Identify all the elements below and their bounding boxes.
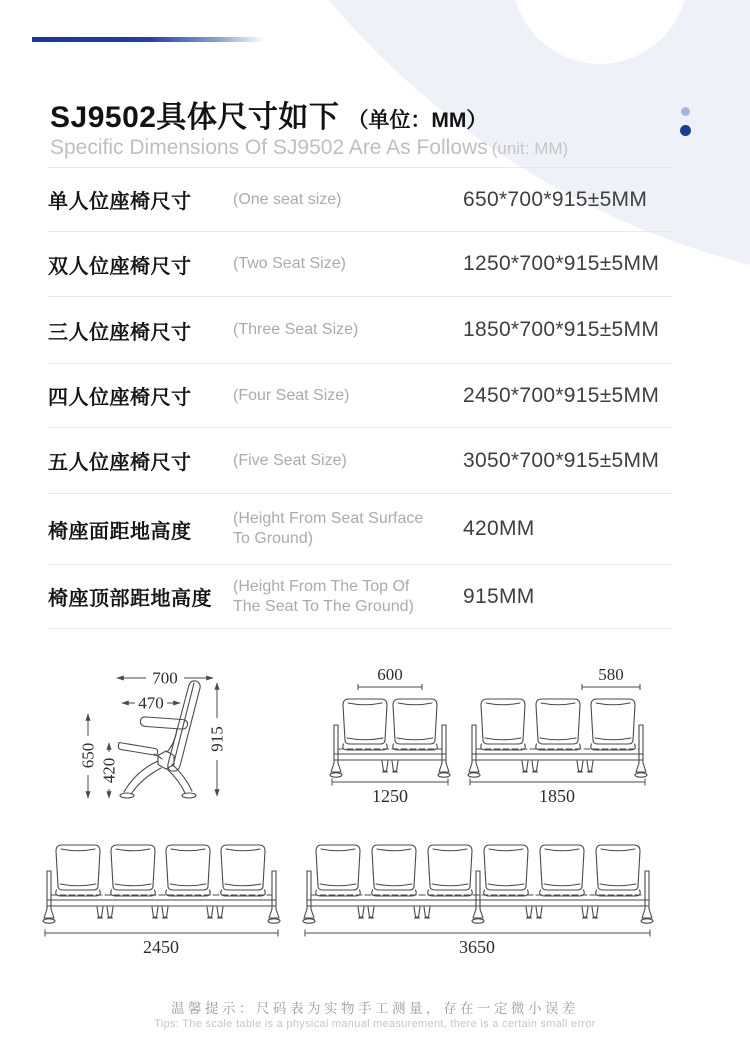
dim-back-height: 650 — [78, 742, 98, 769]
dim-bench6-total-width: 3650 — [459, 937, 495, 957]
dim-overall-depth: 700 — [152, 668, 178, 688]
bench-six-seat-drawing — [303, 845, 653, 923]
dim-overall-height: 915 — [207, 726, 227, 752]
row-value: 915MM — [463, 584, 535, 608]
title-unit-note: （单位：MM） — [347, 109, 488, 132]
row-value: 650*700*915±5MM — [463, 187, 648, 211]
spec-row-two-seat — [48, 232, 672, 297]
dim-bench4-total-width: 2450 — [143, 937, 179, 957]
spec-row-seat-height — [48, 494, 672, 565]
row-label-en: (Three Seat Size) — [233, 321, 359, 338]
row-label-en: (Height From Seat Surface To Ground) — [233, 510, 424, 547]
dim-seat-depth: 470 — [138, 693, 164, 713]
accent-gradient-bar — [32, 37, 265, 42]
dim-bench2-total-width: 1250 — [372, 786, 408, 806]
page-subtitle — [50, 136, 568, 160]
row-label-en: (Four Seat Size) — [233, 386, 350, 404]
row-value: 1850*700*915±5MM — [463, 318, 660, 341]
row-label-cn: 三人位座椅尺寸 — [48, 321, 192, 344]
bench-two-seat-drawing — [330, 699, 450, 777]
row-label-cn: 单人位座椅尺寸 — [48, 191, 192, 213]
row-label-en: (Height From The Top Of The Seat To The Ground) — [233, 577, 414, 615]
row-label-cn: 四人位座椅尺寸 — [48, 387, 192, 409]
spec-table — [48, 167, 672, 629]
decor-dot-dark — [680, 125, 691, 136]
side-view-dimensions — [79, 669, 227, 799]
footer-tip-en: Tips: The scale table is a physical manual measurement, there is a certain small error — [154, 1018, 596, 1030]
dim-seat-height: 420 — [99, 757, 119, 784]
row-label-en: (Two Seat Size) — [233, 255, 346, 272]
bench-three-seat-drawing — [468, 699, 647, 777]
row-value: 3050*700*915±5MM — [463, 448, 660, 472]
row-value: 420MM — [463, 517, 535, 540]
spec-row-one-seat — [48, 168, 672, 232]
spec-row-back-height — [48, 565, 672, 629]
row-label-cn: 五人位座椅尺寸 — [48, 452, 192, 474]
subtitle-unit-note: (unit: MM) — [491, 139, 569, 158]
spec-row-five-seat — [48, 428, 672, 494]
page-title: SJ9502具体尺寸如下 — [50, 101, 340, 134]
spec-row-four-seat — [48, 364, 672, 428]
spec-row-three-seat — [48, 297, 672, 364]
row-label-cn: 椅座面距地高度 — [48, 520, 192, 543]
dim-bench3-seat-width: 580 — [598, 665, 624, 684]
dim-bench2-seat-width: 600 — [377, 665, 403, 684]
subtitle-text: Specific Dimensions Of SJ9502 Are As Follows — [50, 136, 488, 159]
row-label-cn: 椅座顶部距地高度 — [48, 588, 212, 610]
bench-four-seat-drawing — [43, 845, 280, 923]
row-value: 1250*700*915±5MM — [463, 252, 660, 275]
row-label-en: (Five Seat Size) — [233, 451, 347, 469]
decor-dot-light — [681, 107, 690, 116]
dimension-diagrams — [0, 655, 750, 965]
row-value: 2450*700*915±5MM — [463, 383, 660, 407]
row-label-cn: 双人位座椅尺寸 — [48, 255, 192, 278]
row-label-en: (One seat size) — [233, 190, 342, 208]
dim-bench3-total-width: 1850 — [539, 786, 575, 806]
footer-tip-cn: 温馨提示：尺码表为实物手工测量，存在一定微小误差 — [171, 1001, 579, 1016]
page-title-row — [50, 92, 487, 136]
